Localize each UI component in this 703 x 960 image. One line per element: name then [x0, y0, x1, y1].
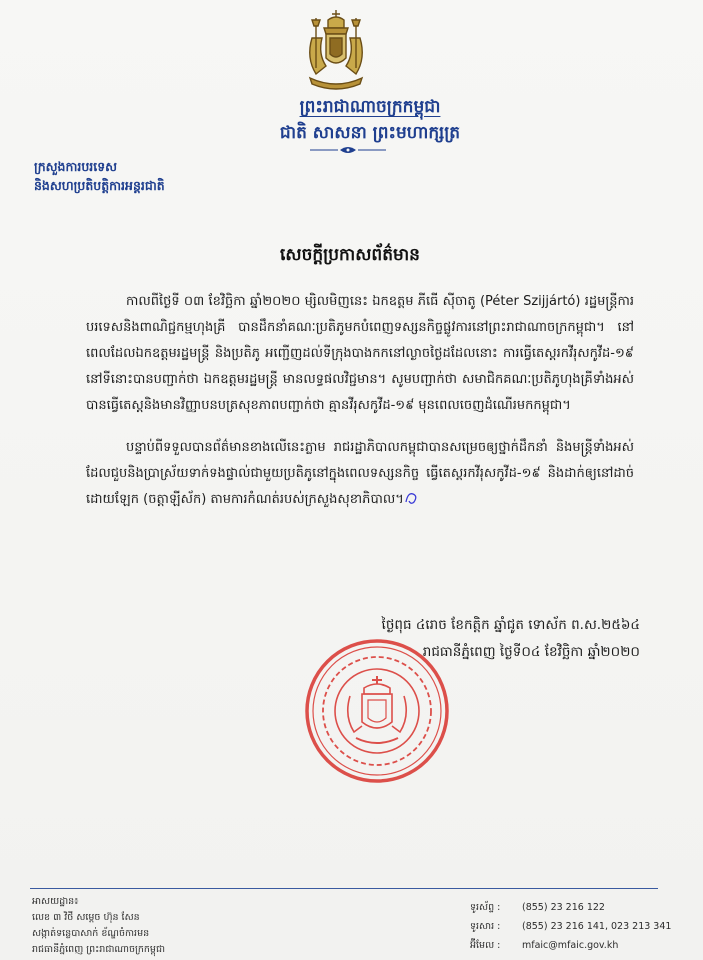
- body-paragraph-2-text: បន្ទាប់ពីទទួលបានព័ត៌មានខាងលើនេះភ្លាម រាជរដ្ឋាភិបាលកម្ពុជាបានសម្រេចឲ្យថ្នាក់ដឹកនាំ និងមន្រ្តីទាំងអស់ដែលជួបនិងប្រាស្រ័យទាក់ទងផ្ទាល់ជាមួយប្រតិភូនៅក្នុងពេលទស្សនកិច្ច ធ្វើតេស្តរកវីរុសកូវីដ-១៩ និងដាក់ឲ្យនៅដាច់ដោយឡែក (ចត្តាឡីស័ក) តាមការកំណត់របស់ក្រសួងសុខាភិបាល។: [86, 440, 634, 507]
- royal-coat-of-arms-icon: [302, 8, 370, 90]
- footer-address: [32, 894, 332, 958]
- address-line-1: [32, 894, 332, 926]
- email-label: អ៊ីមែល :: [470, 940, 501, 951]
- fax-label: ទូរសារ :: [470, 921, 501, 932]
- fax-value: (855) 23 216 141, 023 213 341: [522, 921, 672, 932]
- ministry-seal-stamp: [302, 636, 452, 786]
- phone-label: ទូរស័ព្ទ :: [470, 902, 501, 913]
- ministry-line-1: ក្រសួងការបរទេស: [34, 159, 118, 174]
- document-body: [86, 289, 634, 529]
- address-line-1-text: លេខ ៣ វិថី សម្តេច ហ៊ុន សែន: [32, 912, 140, 923]
- fax-row: [470, 917, 695, 936]
- phone-value: (855) 23 216 122: [522, 902, 605, 913]
- kingdom-header: [200, 94, 540, 146]
- ornament-divider-icon: [308, 145, 388, 155]
- body-paragraph-2: [86, 435, 634, 513]
- document-title: សេចក្តីប្រកាសព័ត៌មាន: [280, 245, 420, 265]
- address-line-3: រាជធានីភ្នំពេញ ព្រះរាជាណាចក្រកម្ពុជា: [32, 944, 165, 955]
- national-motto: ជាតិ សាសនា ព្រះមហាក្សត្រ: [279, 123, 461, 143]
- handwritten-signature-mark: [404, 490, 420, 506]
- address-line-2: សង្កាត់ទន្លេបាសាក់ ខ័ណ្ឌចំការមន: [32, 928, 150, 939]
- lunar-date: ថ្ងៃពុធ ៤រោច ខែកត្តិក ឆ្នាំជូត ទោស័ក ព.ស.២៥៦៤: [381, 617, 640, 633]
- solar-date: រាជធានីភ្នំពេញ ថ្ងៃទី០៤ ខែវិច្ឆិកា ឆ្នាំ២០២០: [422, 644, 640, 660]
- email-value: mfaic@mfaic.gov.kh: [522, 940, 619, 951]
- body-paragraph-1: កាលពីថ្ងៃទី ០៣ ខែវិច្ឆិកា ឆ្នាំ២០២០ ម្សិលមិញនេះ ឯកឧត្តម ភីធើ ស៊ីចាតូ (Péter Szijjártó) រដ្ឋមន្រ្តីការបរទេសនិងពាណិជ្ជកម្មហុងគ្រី បានដឹកនាំគណៈប្រតិភូមកបំពេញទស្សនកិច្ចផ្លូវការនៅព្រះរាជាណាចក្រកម្ពុជា។ នៅពេលដែលឯកឧត្តមរដ្ឋមន្រ្តី និងប្រតិភូ អញ្ជើញដល់ទីក្រុងបាងកកនៅល្ងាចថ្ងៃដដែលនោះ ការធ្វើតេស្តរកវីរុសកូវីដ-១៩ នៅទីនោះបានបញ្ជាក់ថា ឯកឧត្តមរដ្ឋមន្រ្តី មានលទ្ធផលវិជ្ជមាន។ សូមបញ្ជាក់ថា សមាជិកគណៈប្រតិភូហុងគ្រីទាំងអស់បានធ្វើតេស្តនិងមានវិញ្ញាបនបត្រសុខភាពបញ្ជាក់ថា គ្មានវីរុសកូវីដ-១៩ មុនពេលចេញដំណើរមកកម្ពុជា។: [86, 294, 634, 413]
- email-row: [470, 936, 695, 955]
- footer-contacts: [470, 898, 695, 955]
- address-label: អាសយដ្ឋាន៖: [32, 896, 79, 907]
- footer-divider: [30, 888, 658, 889]
- phone-row: [470, 898, 695, 917]
- ministry-line-2: និងសហប្រតិបត្តិការអន្តរជាតិ: [34, 178, 165, 193]
- kingdom-name: ព្រះរាជាណាចក្រកម្ពុជា: [299, 97, 441, 117]
- ministry-name: [34, 157, 274, 195]
